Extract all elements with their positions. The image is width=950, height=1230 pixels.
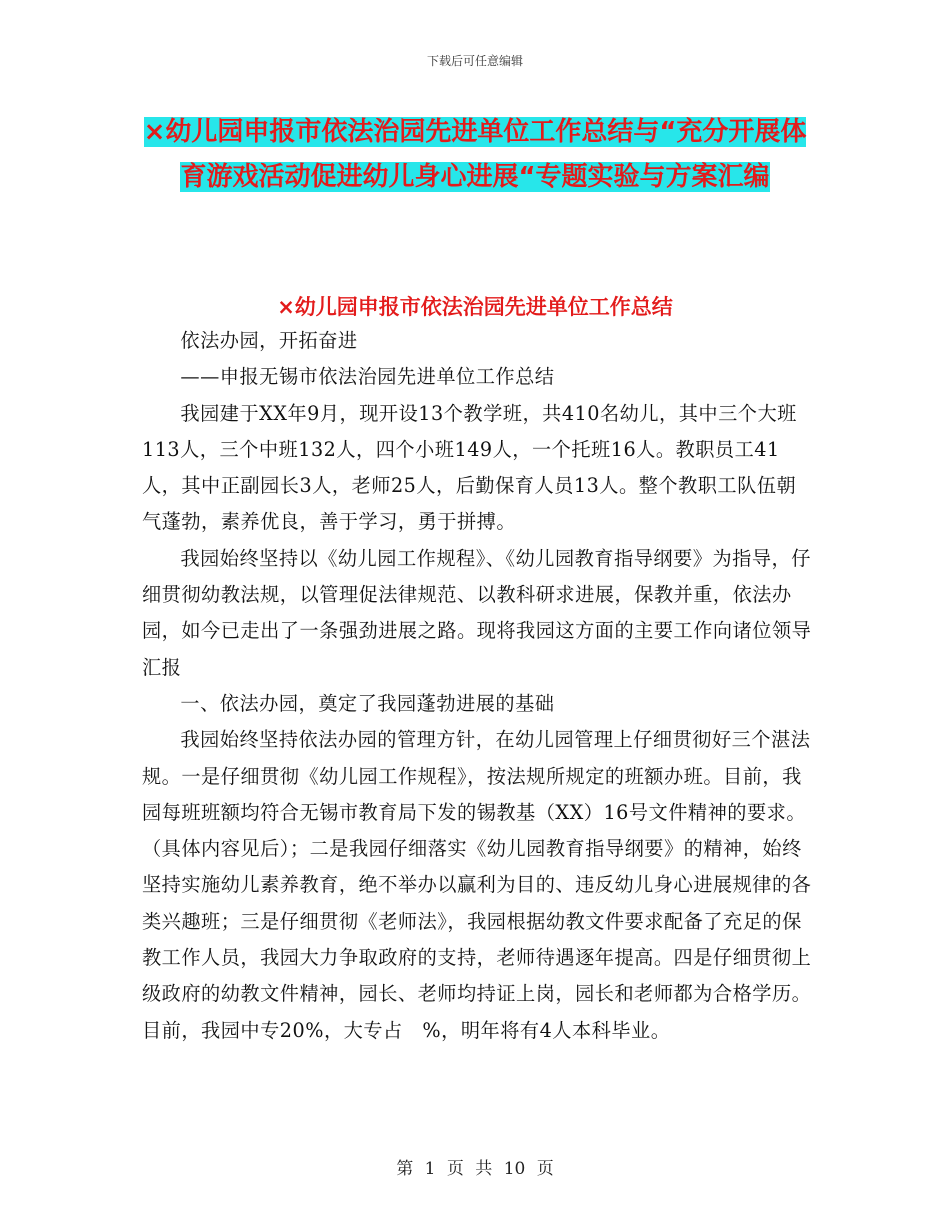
main-title-highlight: ×幼儿园申报市依法治园先进单位工作总结与“充分开展体育游戏活动促进幼儿身心进展“专题实验与方案汇编: [143, 117, 807, 192]
document-body: [142, 323, 812, 1049]
body-paragraph-intro: 我园建于XX年9月，现开设13个教学班，共410名幼儿，其中三个大班113人，三个中班132人，四个小班149人，一个托班16人。教职员工41人，其中正副园长3人，老师25人，后勤保育人员13人。整个教职工队伍朝气蓬勃，素养优良，善于学习，勇于拼搏。: [142, 401, 797, 534]
body-paragraph-subtitle: 依法办园，开拓奋进: [180, 329, 358, 352]
body-paragraph-subheading: ——申报无锡市依法治园先进单位工作总结: [180, 365, 555, 389]
section-title: ×幼儿园申报市依法治园先进单位工作总结: [277, 295, 673, 319]
page-header-note: 下载后可任意编辑: [426, 54, 523, 68]
body-paragraph-section-heading: 一、依法办园，奠定了我园蓬勃进展的基础: [180, 691, 555, 715]
page-footer-number: 第 1 页 共 10 页: [396, 1159, 554, 1179]
body-paragraph-details: 我园始终坚持依法办园的管理方针，在幼儿园管理上仔细贯彻好三个湛法规。一是仔细贯彻《幼儿园工作规程》，按法规所规定的班额办班。目前，我园每班班额均符合无锡市教育局下发的锡教基（XX）16号文件精神的要求。（具体内容见后）；二是我园仔细落实《幼儿园教育指导纲要》的精神，始终坚持实施幼儿素养教育，绝不举办以赢利为目的、违反幼儿身心进展规律的各类兴趣班；三是仔细贯彻《老师法》，我园根据幼教文件要求配备了充足的保教工作人员，我园大力争取政府的支持，老师待遇逐年提高。四是仔细贯彻上级政府的幼教文件精神，园长、老师均持证上岗，园长和老师都为合格学历。目前，我园中专20%，大专占 %，明年将有4人本科毕业。: [142, 728, 812, 1042]
body-paragraph-guidance: 我园始终坚持以《幼儿园工作规程》、《幼儿园教育指导纲要》为指导，仔细贯彻幼教法规，以管理促法律规范、以教科研求进展，保教并重，依法办园，如今已走出了一条强劲进展之路。现将我园这方面的主要工作向诸位领导汇报: [142, 546, 812, 679]
document-main-title: [140, 110, 810, 200]
